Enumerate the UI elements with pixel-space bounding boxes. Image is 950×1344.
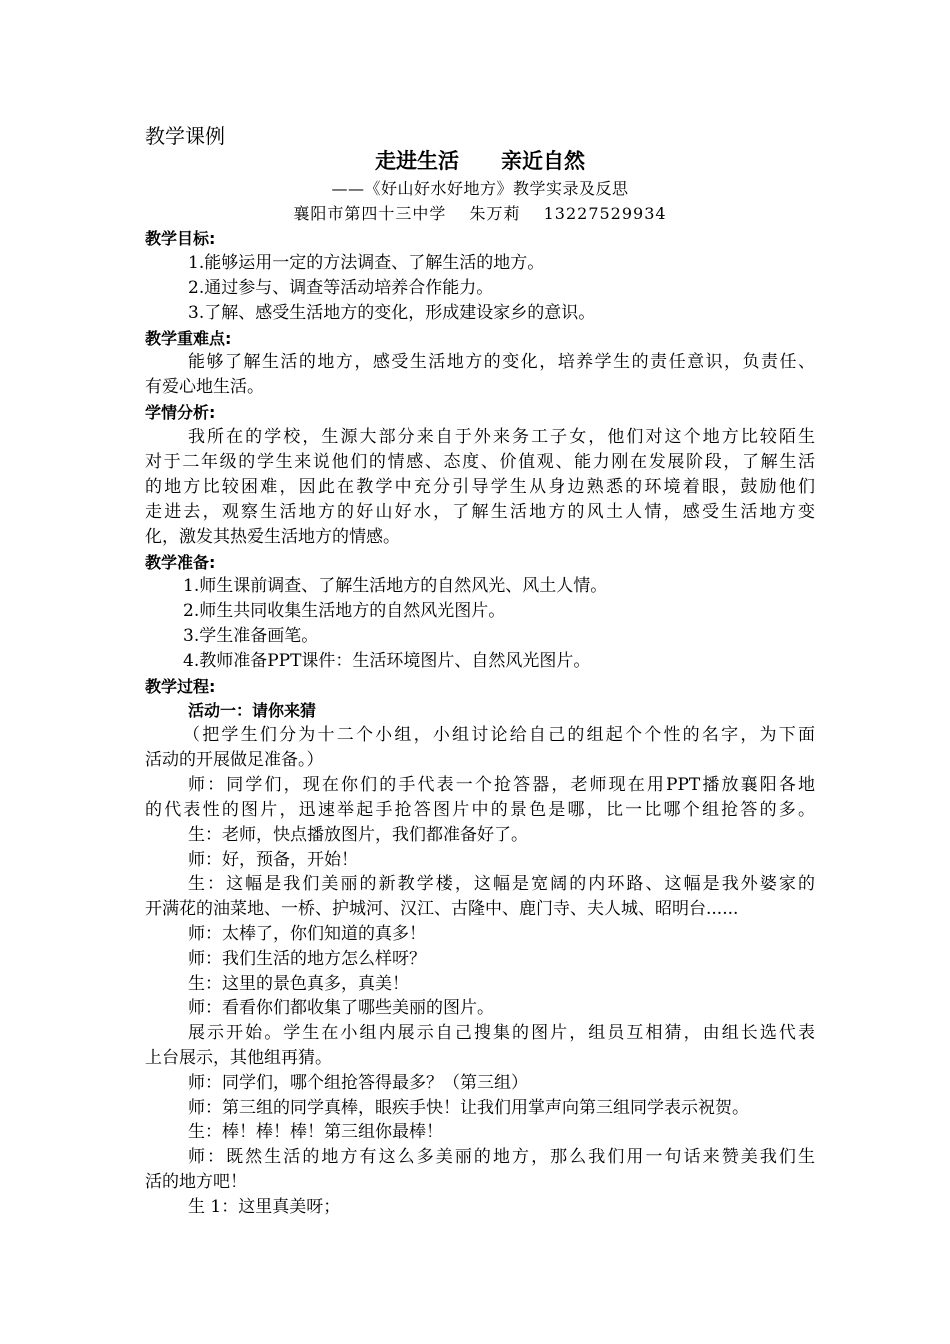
section-goals-label: 教学目标: <box>145 229 216 248</box>
paragraph-line: 生：这幅是我们美丽的新教学楼，这幅是宽阔的内环路、这幅是我外婆家的 <box>188 874 815 894</box>
paragraph-line: 活的地方吧！ <box>145 1172 247 1192</box>
paragraph-line: 活动的开展做足准备。） <box>145 750 324 770</box>
paragraph-line: 展示开始。学生在小组内展示自己搜集的图片，组员互相猜，由组长选代表 <box>188 1023 815 1043</box>
paragraph-line: 上台展示，其他组再猜。 <box>145 1048 332 1068</box>
paragraph-line: 生 1：这里真美呀； <box>188 1197 341 1217</box>
section-key-label: 教学重难点: <box>145 329 232 348</box>
prep-item: 1.师生课前调查、了解生活地方的自然风光、风土人情。 <box>183 576 608 596</box>
paragraph-line: 走进去，观察生活地方的好山好水，了解生活地方的风土人情，感受生活地方变 <box>145 502 815 522</box>
prep-item: 3.学生准备画笔。 <box>183 626 319 646</box>
paragraph-line: 生：这里的景色真多，真美！ <box>188 974 409 994</box>
doc-kicker: 教学课例 <box>145 124 225 148</box>
paragraph-line: （把学生们分为十二个小组，小组讨论给自己的组起个个性的名字，为下面 <box>183 725 815 745</box>
paragraph-line: 师：同学们，哪个组抢答得最多？（第三组） <box>188 1073 528 1093</box>
paragraph-line: 化，激发其热爱生活地方的情感。 <box>145 527 400 547</box>
paragraph-line: 能够了解生活的地方，感受生活地方的变化，培养学生的责任意识，负责任、 <box>188 352 815 372</box>
paragraph-line: 生：老师，快点播放图片，我们都准备好了。 <box>188 825 528 845</box>
doc-subtitle: ——《好山好水好地方》教学实录及反思 <box>331 179 629 198</box>
paragraph-line: 有爱心地生活。 <box>145 377 264 397</box>
paragraph-line: 师：既然生活的地方有这么多美丽的地方，那么我们用一句话来赞美我们生 <box>188 1147 815 1167</box>
paragraph-line: 师：好，预备，开始！ <box>188 850 358 870</box>
goal-item: 1.能够运用一定的方法调查、了解生活的地方。 <box>188 253 545 273</box>
paragraph-line: 对于二年级的学生来说他们的情感、态度、价值观、能力刚在发展阶段，了解生活 <box>145 452 815 472</box>
activity-heading: 活动一：请你来猜 <box>188 701 317 720</box>
prep-item: 4.教师准备PPT课件：生活环境图片、自然风光图片。 <box>183 651 591 671</box>
doc-author: 襄阳市第四十三中学 朱万莉 13227529934 <box>293 204 667 223</box>
paragraph-line: 师：太棒了，你们知道的真多！ <box>188 924 426 944</box>
section-analysis-label: 学情分析: <box>145 403 216 422</box>
paragraph-line: 师：同学们，现在你们的手代表一个抢答器，老师现在用PPT播放襄阳各地 <box>188 775 815 795</box>
section-process-label: 教学过程: <box>145 677 216 696</box>
paragraph-line: 师：我们生活的地方怎么样呀？ <box>188 949 426 969</box>
paragraph-line: 师：第三组的同学真棒，眼疾手快！让我们用掌声向第三组同学表示祝贺。 <box>188 1098 749 1118</box>
goal-item: 3.了解、感受生活地方的变化，形成建设家乡的意识。 <box>188 303 596 323</box>
section-prep-label: 教学准备: <box>145 553 216 572</box>
paragraph-line: 我所在的学校，生源大部分来自于外来务工子女，他们对这个地方比较陌生 <box>188 427 815 447</box>
paragraph-line: 生：棒！棒！棒！第三组你最棒！ <box>188 1122 443 1142</box>
doc-title: 走进生活 亲近自然 <box>375 149 585 173</box>
paragraph-line: 师：看看你们都收集了哪些美丽的图片。 <box>188 998 494 1018</box>
paragraph-line: 的地方比较困难，因此在教学中充分引导学生从身边熟悉的环境着眼，鼓励他们 <box>145 477 815 497</box>
paragraph-line: 的代表性的图片，迅速举起手抢答图片中的景色是哪，比一比哪个组抢答的多。 <box>145 800 815 820</box>
paragraph-line: 开满花的油菜地、一桥、护城河、汉江、古隆中、鹿门寺、夫人城、昭明台...... <box>145 899 739 919</box>
prep-item: 2.师生共同收集生活地方的自然风光图片。 <box>183 601 506 621</box>
goal-item: 2.通过参与、调查等活动培养合作能力。 <box>188 278 494 298</box>
